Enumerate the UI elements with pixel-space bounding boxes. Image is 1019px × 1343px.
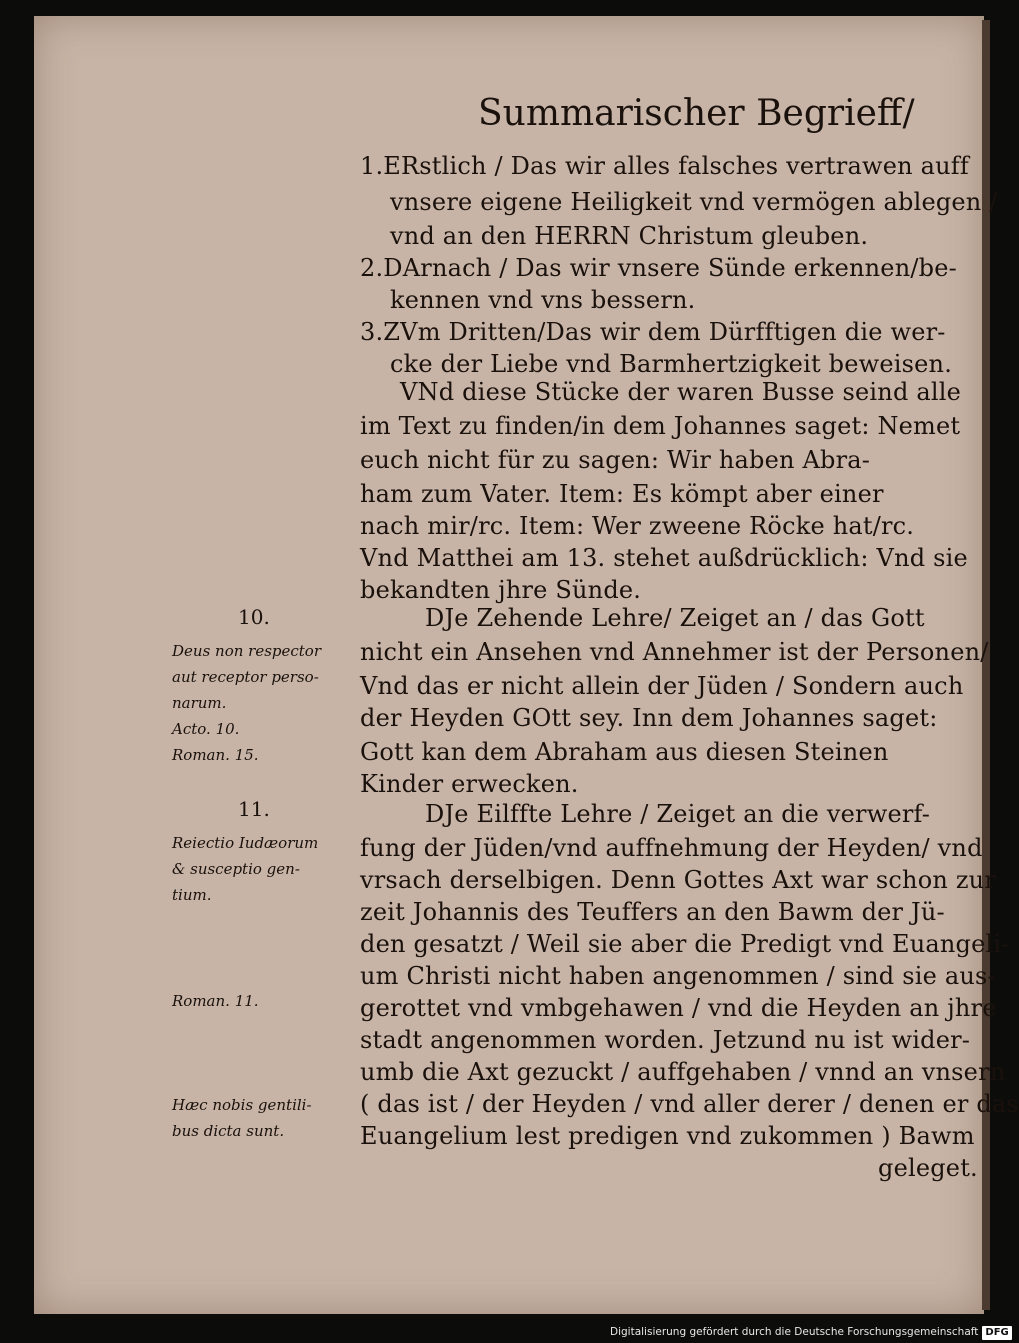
text-line: fung der Jüden/vnd auffnehmung der Heyden/ vnd: [360, 834, 983, 862]
text-line: 2.DArnach / Das wir vnsere Sünde erkennen/be-: [360, 254, 957, 282]
text-line: der Heyden GOtt sey. Inn dem Johannes saget:: [360, 704, 938, 732]
sidenote: Reiectio Iudæorum: [172, 834, 319, 852]
text-line: Euangelium lest predigen vnd zukommen ) Bawm: [360, 1122, 975, 1150]
sidenote: tium.: [172, 886, 212, 904]
text-line: DJe Zehende Lehre/ Zeiget an / das Gott: [425, 604, 925, 632]
text-line: im Text zu finden/in dem Johannes saget: Nemet: [360, 412, 961, 440]
text-line: stadt angenommen worden. Jetzund nu ist wider-: [360, 1026, 971, 1054]
text-line: Vnd Matthei am 13. stehet außdrücklich: Vnd sie: [360, 544, 968, 572]
sidenote: Roman. 15.: [172, 746, 259, 764]
text-line: Vnd das er nicht allein der Jüden / Sondern auch: [360, 672, 964, 700]
text-line: 1.ERstlich / Das wir alles falsches vertrawen auff: [360, 152, 969, 180]
text-line: euch nicht für zu sagen: Wir haben Abra-: [360, 446, 871, 474]
sidenote-number: 11.: [238, 797, 270, 821]
text-line: 3.ZVm Dritten/Das wir dem Dürfftigen die wer-: [360, 318, 946, 346]
digitization-credit: [610, 1322, 1009, 1343]
text-line: gerottet vnd vmbgehawen / vnd die Heyden an jhre: [360, 994, 997, 1022]
running-head: Summarischer Begrieff/: [478, 93, 915, 134]
text-line: cke der Liebe vnd Barmhertzigkeit beweisen.: [390, 350, 953, 378]
sidenote: & susceptio gen-: [172, 860, 300, 878]
sidenote: narum.: [172, 694, 227, 712]
sidenote: aut receptor perso-: [172, 668, 319, 686]
sidenote: Roman. 11.: [172, 992, 259, 1010]
sidenote: Acto. 10.: [172, 720, 240, 738]
text-line: Kinder erwecken.: [360, 770, 579, 798]
dfg-logo: DFG: [982, 1326, 1011, 1340]
text-line: um Christi nicht haben angenommen / sind sie aus-: [360, 962, 996, 990]
text-line: den gesatzt / Weil sie aber die Predigt vnd Euangeli-: [360, 930, 1010, 958]
credit-text: Digitalisierung gefördert durch die Deutsche Forschungsgemeinschaft: [610, 1326, 979, 1338]
sidenote: Deus non respector: [172, 642, 322, 660]
sidenote-number: 10.: [238, 605, 270, 629]
sidenote: bus dicta sunt.: [172, 1122, 285, 1140]
text-line: nach mir/rc. Item: Wer zweene Röcke hat/rc.: [360, 512, 915, 540]
text-line: vnsere eigene Heiligkeit vnd vermögen ablegen /: [390, 188, 998, 216]
text-line: zeit Johannis des Teuffers an den Bawm der Jü-: [360, 898, 945, 926]
text-line: nicht ein Ansehen vnd Annehmer ist der Personen/: [360, 638, 989, 666]
text-line: umb die Axt gezuckt / auffgehaben / vnnd an vnsern: [360, 1058, 1006, 1086]
text-line: vnd an den HERRN Christum gleuben.: [390, 222, 869, 250]
text-line: kennen vnd vns bessern.: [390, 286, 696, 314]
text-line: geleget.: [878, 1154, 978, 1182]
text-line: VNd diese Stücke der waren Busse seind alle: [400, 378, 962, 406]
text-line: ( das ist / der Heyden / vnd aller derer / denen er das: [360, 1090, 1019, 1118]
sidenote: Hæc nobis gentili-: [172, 1096, 312, 1114]
text-line: Gott kan dem Abraham aus diesen Steinen: [360, 738, 889, 766]
text-line: vrsach derselbigen. Denn Gottes Axt war schon zur: [360, 866, 997, 894]
text-line: bekandten jhre Sünde.: [360, 576, 642, 604]
text-line: ham zum Vater. Item: Es kömpt aber einer: [360, 480, 884, 508]
text-line: DJe Eilffte Lehre / Zeiget an die verwerf-: [425, 800, 931, 828]
